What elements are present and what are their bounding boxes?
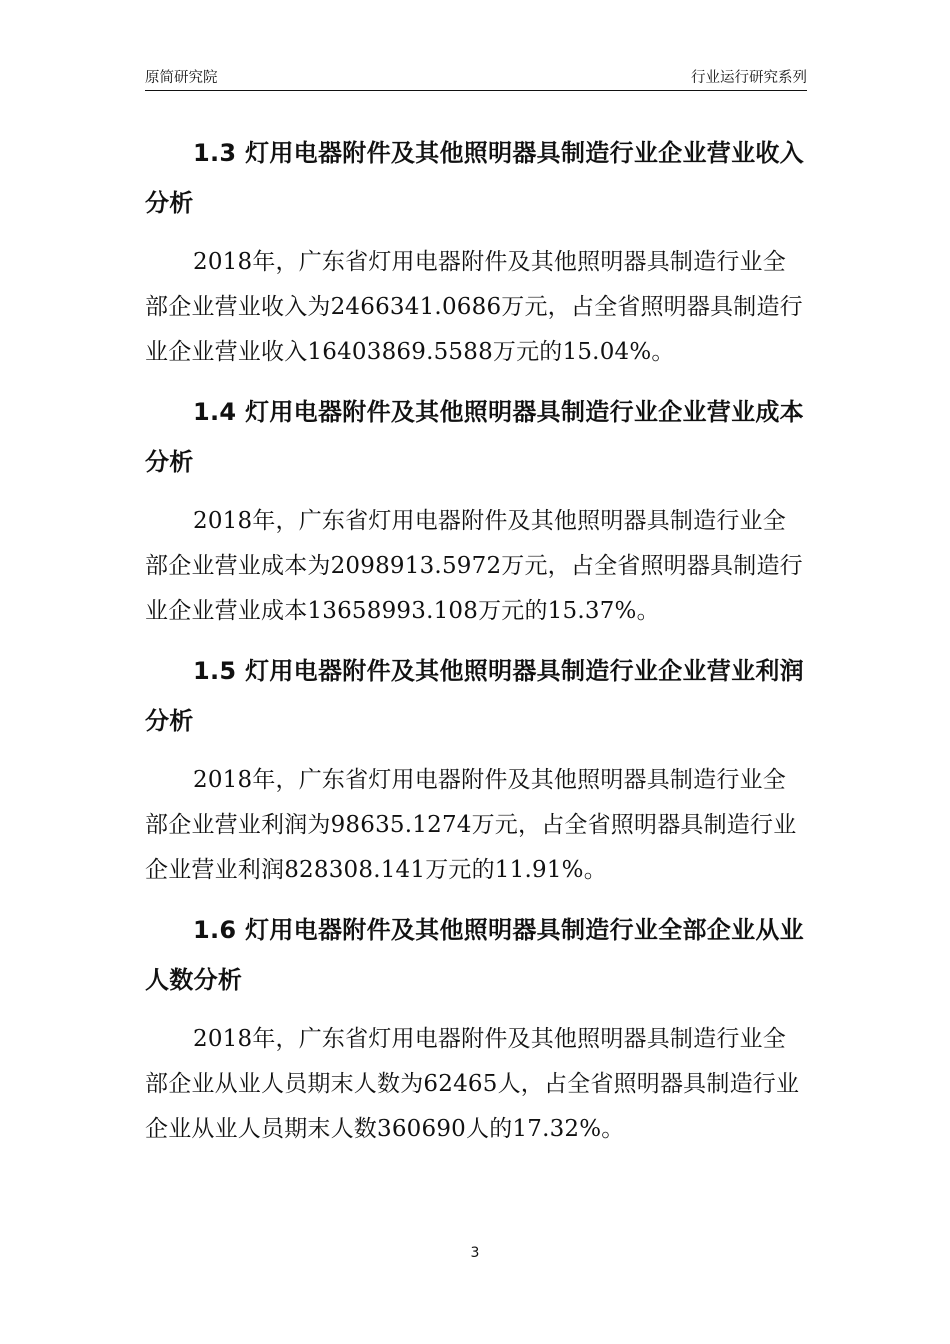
- section-heading: 1.5 灯用电器附件及其他照明器具制造行业企业营业利润分析: [145, 657, 804, 735]
- page-header: [145, 66, 807, 91]
- section-1-6: [145, 905, 809, 1152]
- section-heading: 1.6 灯用电器附件及其他照明器具制造行业全部企业从业人数分析: [145, 916, 804, 994]
- section-paragraph: 2018年，广东省灯用电器附件及其他照明器具制造行业全部企业营业利润为98635.1274万元，占全省照明器具制造行业企业营业利润828308.141万元的11.91%。: [145, 767, 797, 883]
- section-paragraph: 2018年，广东省灯用电器附件及其他照明器具制造行业全部企业营业成本为2098913.5972万元，占全省照明器具制造行业企业营业成本13658993.108万元的15.37%。: [145, 508, 803, 624]
- page-number: 3: [470, 1245, 480, 1261]
- header-organization: 原简研究院: [145, 70, 218, 86]
- section-1-5: [145, 646, 809, 893]
- section-1-3: [145, 128, 809, 375]
- section-heading: 1.3 灯用电器附件及其他照明器具制造行业企业营业收入分析: [145, 139, 804, 217]
- header-series-title: 行业运行研究系列: [691, 70, 807, 86]
- section-paragraph: 2018年，广东省灯用电器附件及其他照明器具制造行业全部企业营业收入为2466341.0686万元，占全省照明器具制造行业企业营业收入16403869.5588万元的15.04%。: [145, 249, 803, 365]
- section-paragraph: 2018年，广东省灯用电器附件及其他照明器具制造行业全部企业从业人员期末人数为62465人，占全省照明器具制造行业企业从业人员期末人数360690人的17.32%。: [145, 1026, 800, 1142]
- section-heading: 1.4 灯用电器附件及其他照明器具制造行业企业营业成本分析: [145, 398, 804, 476]
- page-content: [145, 128, 809, 1164]
- section-1-4: [145, 387, 809, 634]
